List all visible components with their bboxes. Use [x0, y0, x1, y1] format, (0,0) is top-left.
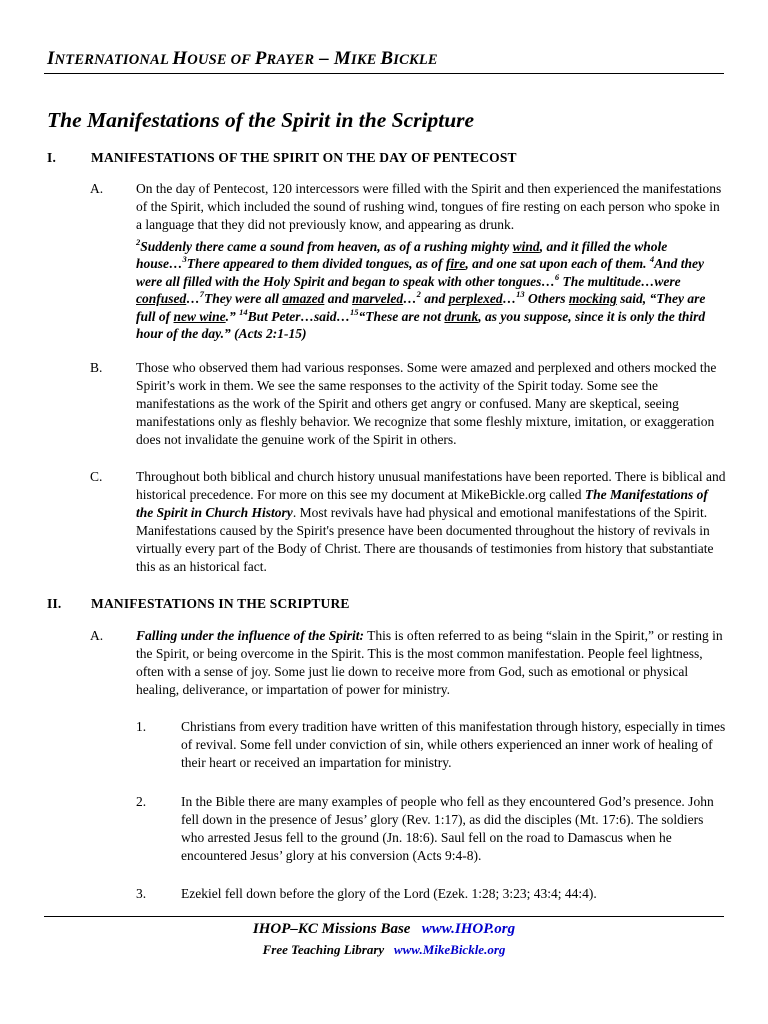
section-title: MANIFESTATIONS OF THE SPIRIT ON THE DAY OF PENTECOST [91, 150, 517, 165]
item-text: Ezekiel fell down before the glory of the Lord (Ezek. 1:28; 3:23; 43:4; 44:4). [181, 886, 597, 901]
header-dash: – [319, 48, 334, 69]
item-text: Falling under the influence of the Spirit: This is often referred to as being “slain in the Spirit,” or resting in the Spirit, or being overcome in the Spirit. This is the most common manifestation. People feel lightness, often with a sense of joy. Some just lie down to receive more from God, such as emotional or physical healing, deliverance, or impartation of power for ministry. [136, 628, 723, 697]
section-title: MANIFESTATIONS IN THE SCRIPTURE [91, 596, 350, 611]
author-name: MIKE BICKLE [333, 48, 438, 69]
item-label: 2. [136, 794, 147, 809]
footer-line-1: IHOP–KC Missions Base www.IHOP.org [252, 921, 516, 937]
document-reference: The Manifestations of the Spirit in Church History [136, 487, 708, 520]
section-heading-1 [47, 150, 517, 166]
section-heading-2 [47, 596, 350, 612]
item-text: On the day of Pentecost, 120 intercessors were filled with the Spirit and then experienced the manifestations of the Spirit, which included the sound of rushing wind, tongues of fire resting on each person who spoke in a language that they did not previously know, and appearing as drunk. [136, 181, 722, 232]
org-name: INTERNATIONAL HOUSE OF PRAYER [47, 48, 315, 69]
item-label: C. [90, 469, 103, 484]
footer-line-2: Free Teaching Library www.MikeBickle.org [262, 942, 506, 957]
header-rule [44, 73, 724, 74]
item-text: Christians from every tradition have written of this manifestation through history, especially in times of revival. Some fell under conviction of sin, while others experienced an inner work of healing of their heart or received an impartation for ministry. [181, 719, 726, 770]
item-text: In the Bible there are many examples of people who fell as they encountered God’s presence. John fell down in the presence of Jesus’ glory (Rev. 1:17), as did the disciples (Mt. 17:6). The soldiers who arrested Jesus fell to the ground (Jn. 18:6). Saul fell on the road to Damascus when he encountered Jesus’ glory at his conversion (Acts 9:4-8). [181, 794, 714, 863]
item-label: 1. [136, 719, 147, 734]
section-number: I. [47, 150, 57, 165]
item-text: Those who observed them had various responses. Some were amazed and perplexed and others mocked the Spirit’s work in them. We see the same responses to the activity of the Spirit today. Some see the manifestations as the work of the Spirit and others get angry or confused. Many are skeptical, seeing manifestations only as fleshly behavior. We recognize that some fleshly mixture, imitation, or exaggeration does not invalidate the genuine work of the Spirit in others. [136, 360, 717, 447]
ihop-link[interactable]: www.IHOP.org [421, 921, 516, 937]
item-label: A. [90, 628, 104, 643]
footer-rule [44, 916, 724, 917]
section-number: II. [47, 596, 62, 611]
item-label: 3. [136, 886, 147, 901]
item-text: Throughout both biblical and church history unusual manifestations have been reported. There is biblical and historical precedence. For more on this see my document at MikeBickle.org called The Manifestations of the Spirit in Church History. Most revivals have had physical and emotional manifestations of the Spirit. Manifestations caused by the Spirit's presence have been documented throughout the history of revivals in virtually every part of the Body of Christ. There are thousands of testimonies from history that substantiate this as an historical fact. [136, 469, 726, 574]
item-label: A. [90, 181, 104, 196]
scripture-quote: $^2$Suddenly there came a sound from heaven, as of a rushing mighty wind, and it filled the whole house…$^3$There appeared to them divided tongues, as of fire, and one sat upon each of them. $^4$And they were all filled with the Holy Spirit and began to speak with other tongues…$^6$ The multitude…were confused…$^7$They were all amazed and marveled…$^2$ and perplexed…$^{13}$ Others mocking said, “They are full of new wine.” $^{14}$But Peter…said…$^{15}$“These are not drunk, as you suppose, since it is only the third hour of the day.” (Acts 2:1-15) [136, 237, 706, 342]
item-lead: Falling under the influence of the Spirit: [136, 628, 365, 643]
running-header [47, 48, 723, 70]
document-title: The Manifestations of the Spirit in the Scripture [47, 108, 475, 132]
item-label: B. [90, 360, 103, 375]
mikebickle-link[interactable]: www.MikeBickle.org [393, 942, 506, 957]
